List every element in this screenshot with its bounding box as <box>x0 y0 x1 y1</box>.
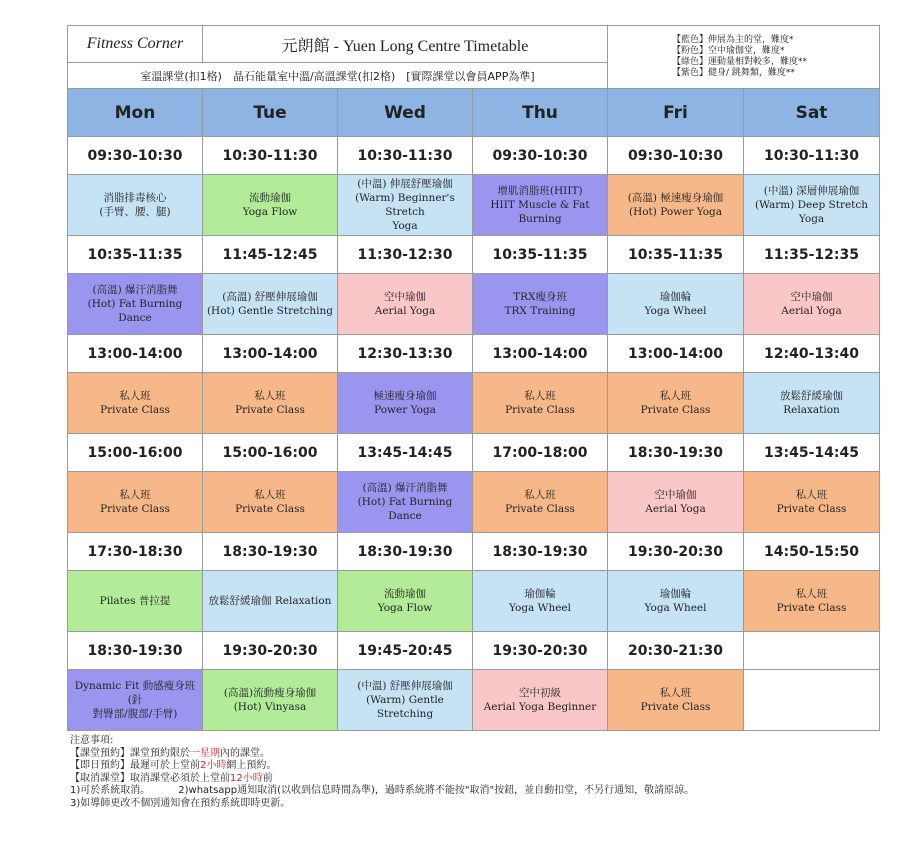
color-legend <box>608 26 880 89</box>
time-row <box>68 335 880 373</box>
time-slot-mon: 17:30-18:30 <box>68 533 203 571</box>
class-name-line: 私人班 <box>254 489 286 501</box>
class-name-line: Dynamic Fit 動感瘦身班(針 <box>74 680 196 706</box>
class-name-line: 放鬆舒緩瑜伽 <box>780 390 844 402</box>
class-cell-mon[interactable] <box>68 571 203 632</box>
class-name-line: Private Class <box>235 503 305 515</box>
page-title: 元朗館 - Yuen Long Centre Timetable <box>203 26 608 63</box>
class-name-line: 增肌消脂班(HIIT) <box>497 185 583 197</box>
day-header-mon: Mon <box>68 89 203 137</box>
class-cell-tue[interactable] <box>203 670 338 731</box>
class-name-line: 私人班 <box>119 390 151 402</box>
class-cell-fri[interactable] <box>608 274 744 335</box>
time-slot-tue: 10:30-11:30 <box>203 137 338 175</box>
time-row <box>68 632 880 670</box>
time-row <box>68 434 880 472</box>
class-name-line: 私人班 <box>119 489 151 501</box>
class-name-line: 私人班 <box>254 390 286 402</box>
time-slot-fri: 19:30-20:30 <box>608 533 744 571</box>
class-cell-sat[interactable] <box>744 175 880 236</box>
time-slot-wed: 13:45-14:45 <box>338 434 473 472</box>
timetable-sheet <box>67 25 879 731</box>
class-cell-wed[interactable] <box>338 274 473 335</box>
class-cell-tue[interactable] <box>203 472 338 533</box>
note-same-day: 【即日預約】最遲可於上堂前2小時網上預約。 <box>70 760 277 771</box>
class-name-line: Aerial Yoga Beginner <box>483 701 597 713</box>
class-name-line: (高溫) 極速瘦身瑜伽 <box>627 192 724 204</box>
class-name-line: Aerial Yoga <box>645 503 706 515</box>
class-cell-fri[interactable] <box>608 373 744 434</box>
class-name-line: Yoga Flow <box>377 602 433 614</box>
day-header-thu: Thu <box>473 89 608 137</box>
notes-section <box>70 735 694 810</box>
time-slot-tue: 19:30-20:30 <box>203 632 338 670</box>
class-name-line: Aerial Yoga <box>781 305 842 317</box>
time-slot-thu: 13:00-14:00 <box>473 335 608 373</box>
time-slot-fri: 09:30-10:30 <box>608 137 744 175</box>
class-name-line: (Hot) Power Yoga <box>628 206 723 218</box>
time-slot-mon: 13:00-14:00 <box>68 335 203 373</box>
class-cell-sat[interactable] <box>744 373 880 434</box>
class-cell-wed[interactable] <box>338 571 473 632</box>
class-name-line: Private Class <box>776 602 847 614</box>
class-row <box>68 571 880 632</box>
class-name-line: 消脂排毒核心 <box>103 192 167 204</box>
time-slot-sat: 11:35-12:35 <box>744 236 880 274</box>
class-cell-fri[interactable] <box>608 175 744 236</box>
class-name-line: (中溫) 舒壓伸展瑜伽 <box>357 680 453 692</box>
class-name-line: 空中瑜伽 <box>384 291 426 303</box>
class-cell-wed[interactable] <box>338 472 473 533</box>
class-cell-sat[interactable] <box>744 571 880 632</box>
class-name-line: (Hot) Vinyasa <box>233 701 307 713</box>
class-name-line: (中溫) 深層伸展瑜伽 <box>763 185 860 197</box>
class-name-line: 私人班 <box>524 489 556 501</box>
class-name-line: TRX Training <box>504 305 576 317</box>
class-name-line: (Hot) Fat Burning Dance <box>87 298 183 324</box>
time-slot-mon: 18:30-19:30 <box>68 632 203 670</box>
time-row <box>68 533 880 571</box>
class-cell-wed[interactable] <box>338 670 473 731</box>
class-name-line: Private Class <box>640 701 711 713</box>
class-name-line: Yoga Wheel <box>644 305 707 317</box>
class-name-line: (高溫) 舒壓伸展瑜伽 <box>222 291 318 303</box>
class-name-line: 對臀部/腹部/手臂) <box>92 708 178 720</box>
legend-green: 【綠色】運動量相對較多，難度** <box>672 57 808 67</box>
time-slot-wed: 11:30-12:30 <box>338 236 473 274</box>
class-cell-fri[interactable] <box>608 670 744 731</box>
note-booking: 【課堂預約】課堂預約限於一星期內的課堂。 <box>70 747 270 759</box>
time-slot-mon: 15:00-16:00 <box>68 434 203 472</box>
time-slot-sat: 13:45-14:45 <box>744 434 880 472</box>
time-slot-wed: 12:30-13:30 <box>338 335 473 373</box>
class-name-line: Private Class <box>640 404 711 416</box>
class-cell-thu[interactable] <box>473 373 608 434</box>
class-row <box>68 175 880 236</box>
class-name-line: 空中初級 <box>519 687 561 699</box>
class-row <box>68 274 880 335</box>
class-name-line: 空中瑜伽 <box>790 291 833 303</box>
class-cell-thu[interactable] <box>473 274 608 335</box>
class-cell-sat[interactable] <box>744 274 880 335</box>
brand-name: Fitness Corner <box>68 26 203 63</box>
class-name-line: 極速瘦身瑜伽 <box>373 390 437 402</box>
class-row <box>68 670 880 731</box>
time-slot-fri: 10:35-11:35 <box>608 236 744 274</box>
class-cell-wed[interactable] <box>338 175 473 236</box>
class-name-line: Aerial Yoga <box>374 305 436 317</box>
time-slot-mon: 09:30-10:30 <box>68 137 203 175</box>
class-cell-tue[interactable] <box>203 274 338 335</box>
class-name-line: Yoga Flow <box>242 206 298 218</box>
class-cell-thu[interactable] <box>473 571 608 632</box>
time-slot-wed: 19:45-20:45 <box>338 632 473 670</box>
class-name-line: 放鬆舒緩瑜伽 Relaxation <box>208 595 332 607</box>
time-slot-sat: 10:30-11:30 <box>744 137 880 175</box>
note-cancel-methods: 1)可於系統取消。 2)whatsapp通知取消(以收到信息時間為準)，過時系統將不能按"取消"按鈕，並自動扣堂，不另行通知，敬請原諒。 <box>70 785 695 796</box>
class-name-line: 私人班 <box>659 390 692 402</box>
timetable-slots <box>68 137 880 731</box>
class-name-line: (Warm) Beginner's Stretch <box>355 192 455 218</box>
time-slot-tue: 13:00-14:00 <box>203 335 338 373</box>
class-name-line: 瑜伽輪 <box>524 588 556 600</box>
time-slot-sat <box>744 632 880 670</box>
class-row <box>68 373 880 434</box>
class-cell-mon[interactable] <box>68 274 203 335</box>
timetable <box>67 25 880 731</box>
class-name-line: (高溫) 爆汗消脂舞 <box>92 284 178 296</box>
class-name-line: 瑜伽輪 <box>659 291 692 303</box>
time-slot-wed: 18:30-19:30 <box>338 533 473 571</box>
class-name-line: Private Class <box>505 404 575 416</box>
class-cell-tue[interactable] <box>203 175 338 236</box>
class-name-line: Private Class <box>505 503 575 515</box>
class-name-line: 私人班 <box>659 687 692 699</box>
note-instructor-change: 3)如導師更改不個別通知會在預約系統即時更新。 <box>70 797 291 809</box>
class-name-line: 私人班 <box>795 588 828 600</box>
class-name-line: Yoga Wheel <box>644 602 707 614</box>
class-name-line: (Warm) Gentle Stretching <box>366 694 444 720</box>
class-cell-fri[interactable] <box>608 472 744 533</box>
class-name-line: (Hot) Gentle Stretching <box>206 305 334 317</box>
class-name-line: Power Yoga <box>374 404 436 416</box>
class-cell-mon[interactable] <box>68 472 203 533</box>
class-name-line: (Warm) Deep Stretch Yoga <box>754 199 869 225</box>
legend-purple: 【紫色】健身/ 跳舞類，難度** <box>672 68 795 78</box>
notes-heading: 注意事項: <box>70 735 114 746</box>
class-name-line: Private Class <box>776 503 847 515</box>
class-cell-sat <box>744 670 880 731</box>
class-name-line: Private Class <box>100 503 170 515</box>
class-name-line: (Hot) Fat Burning Dance <box>357 496 453 522</box>
legend-pink: 【粉色】空中瑜伽堂，難度* <box>672 46 785 56</box>
class-name-line: (高溫)流動瘦身瑜伽 <box>223 687 317 699</box>
legend-blue: 【藍色】伸展為主的堂，難度* <box>672 35 794 45</box>
time-slot-fri: 13:00-14:00 <box>608 335 744 373</box>
class-name-line: Private Class <box>235 404 305 416</box>
class-cell-mon[interactable] <box>68 175 203 236</box>
time-slot-fri: 20:30-21:30 <box>608 632 744 670</box>
class-name-line: 流動瑜伽 <box>384 588 426 600</box>
class-cell-tue[interactable] <box>203 373 338 434</box>
class-name-line: 空中瑜伽 <box>654 489 697 501</box>
time-slot-tue: 15:00-16:00 <box>203 434 338 472</box>
time-slot-tue: 11:45-12:45 <box>203 236 338 274</box>
day-header-sat: Sat <box>744 89 880 137</box>
time-row <box>68 137 880 175</box>
day-header-wed: Wed <box>338 89 473 137</box>
class-cell-thu[interactable] <box>473 175 608 236</box>
class-name-line: 流動瑜伽 <box>249 192 291 204</box>
class-name-line: Yoga <box>392 220 418 232</box>
class-cell-mon[interactable] <box>68 670 203 731</box>
time-slot-mon: 10:35-11:35 <box>68 236 203 274</box>
class-name-line: TRX瘦身班 <box>513 291 567 303</box>
time-row <box>68 236 880 274</box>
time-slot-fri: 18:30-19:30 <box>608 434 744 472</box>
class-name-line: Private Class <box>100 404 170 416</box>
class-name-line: (高溫) 爆汗消脂舞 <box>362 482 448 494</box>
time-slot-thu: 10:35-11:35 <box>473 236 608 274</box>
class-name-line: (手臂、腰、腿) <box>99 206 171 218</box>
class-name-line: HIIT Muscle & Fat Burning <box>490 199 590 225</box>
class-cell-wed[interactable] <box>338 373 473 434</box>
time-slot-sat: 12:40-13:40 <box>744 335 880 373</box>
class-cell-thu[interactable] <box>473 670 608 731</box>
time-slot-sat: 14:50-15:50 <box>744 533 880 571</box>
time-slot-tue: 18:30-19:30 <box>203 533 338 571</box>
booking-subtitle: 室溫課堂(扣1格) 晶石能量室中溫/高溫課堂(扣2格) [實際課堂以會員APP為準] <box>68 63 608 89</box>
time-slot-wed: 10:30-11:30 <box>338 137 473 175</box>
class-name-line: Pilates 普拉提 <box>99 595 171 607</box>
class-name-line: Relaxation <box>783 404 840 416</box>
time-slot-thu: 09:30-10:30 <box>473 137 608 175</box>
class-cell-fri[interactable] <box>608 571 744 632</box>
note-cancel: 【取消課堂】取消課堂必須於上堂前12小時前 <box>70 772 273 784</box>
day-header-fri: Fri <box>608 89 744 137</box>
time-slot-thu: 18:30-19:30 <box>473 533 608 571</box>
class-name-line: (中溫) 伸展舒壓瑜伽 <box>357 178 453 190</box>
time-slot-thu: 17:00-18:00 <box>473 434 608 472</box>
class-name-line: 私人班 <box>524 390 556 402</box>
class-name-line: 私人班 <box>795 489 828 501</box>
class-cell-sat[interactable] <box>744 472 880 533</box>
class-name-line: Yoga Wheel <box>509 602 572 614</box>
class-name-line: 瑜伽輪 <box>659 588 692 600</box>
class-cell-tue[interactable] <box>203 571 338 632</box>
class-row <box>68 472 880 533</box>
day-header-tue: Tue <box>203 89 338 137</box>
class-cell-thu[interactable] <box>473 472 608 533</box>
class-cell-mon[interactable] <box>68 373 203 434</box>
time-slot-thu: 19:30-20:30 <box>473 632 608 670</box>
